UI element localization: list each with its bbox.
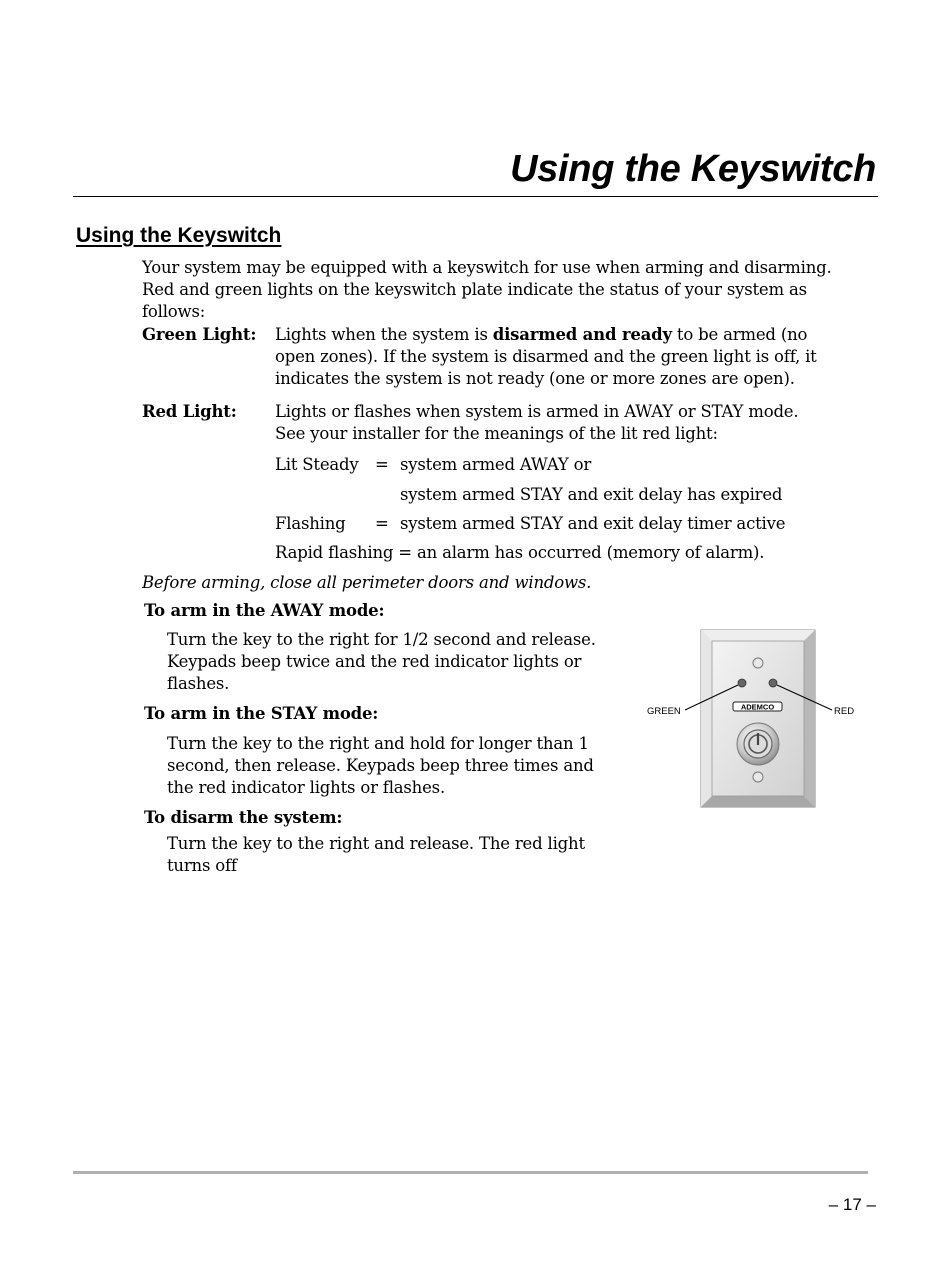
red-led-icon xyxy=(769,679,777,687)
red-light-label: Red Light: xyxy=(142,402,237,421)
green-light-line: indicates the system is not ready (one or more zones are open). xyxy=(275,369,795,388)
key-cylinder-icon xyxy=(737,723,779,765)
green-light-line xyxy=(275,324,817,346)
away-mode-line: flashes. xyxy=(167,674,230,693)
intro-line: Red and green lights on the keyswitch plate indicate the status of your system as xyxy=(142,280,807,299)
away-mode-heading: To arm in the AWAY mode: xyxy=(144,601,385,620)
green-led-label: GREEN xyxy=(647,706,681,717)
page-title: Using the Keyswitch xyxy=(510,148,876,190)
green-light-label: Green Light: xyxy=(142,325,257,344)
green-led-icon xyxy=(738,679,746,687)
away-mode-line: Keypads beep twice and the red indicator lights or xyxy=(167,652,582,671)
green-light-text: to be armed (no xyxy=(671,325,808,344)
stay-mode-line: second, then release. Keypads beep three times and xyxy=(167,756,594,775)
keyswitch-illustration xyxy=(640,625,870,815)
red-led-label: RED xyxy=(834,706,855,717)
lit-steady-meaning: system armed AWAY or xyxy=(400,455,592,474)
brand-text: ADEMCO xyxy=(740,702,775,712)
rapid-flashing-meaning: Rapid flashing = an alarm has occurred (memory of alarm). xyxy=(275,543,765,562)
green-light-description xyxy=(275,324,817,390)
intro-line: follows: xyxy=(142,302,206,321)
lit-steady-label: Lit Steady xyxy=(275,455,359,474)
away-mode-line: Turn the key to the right for 1/2 second and release. xyxy=(167,630,596,649)
green-light-emphasis: disarmed and ready xyxy=(492,325,672,344)
green-light-text: Lights when the system is xyxy=(275,325,493,344)
intro-line: Your system may be equipped with a keyswitch for use when arming and disarming. xyxy=(142,258,832,277)
top-screw-icon xyxy=(753,658,763,668)
flashing-meaning: system armed STAY and exit delay timer active xyxy=(400,514,786,533)
lit-steady-equals: = xyxy=(375,455,389,474)
disarm-line: turns off xyxy=(167,856,237,875)
footer-rule xyxy=(73,1171,868,1174)
red-light-line: See your installer for the meanings of the lit red light: xyxy=(275,424,718,443)
stay-mode-line: the red indicator lights or flashes. xyxy=(167,778,445,797)
page-number: – 17 – xyxy=(828,1195,876,1214)
title-rule xyxy=(73,196,878,197)
disarm-heading: To disarm the system: xyxy=(144,808,343,827)
flashing-label: Flashing xyxy=(275,514,346,533)
disarm-line: Turn the key to the right and release. The red light xyxy=(167,834,585,853)
section-heading: Using the Keyswitch xyxy=(76,224,282,247)
stay-mode-heading: To arm in the STAY mode: xyxy=(144,704,379,723)
bottom-screw-icon xyxy=(753,772,763,782)
stay-mode-instructions xyxy=(167,733,594,799)
red-light-description xyxy=(275,401,798,445)
lit-steady-meaning: system armed STAY and exit delay has expired xyxy=(400,485,783,504)
before-arming-note: Before arming, close all perimeter doors and windows. xyxy=(142,573,592,592)
away-mode-instructions xyxy=(167,629,596,695)
disarm-instructions xyxy=(167,833,585,877)
green-light-line: open zones). If the system is disarmed and the green light is off, it xyxy=(275,347,817,366)
stay-mode-line: Turn the key to the right and hold for longer than 1 xyxy=(167,734,589,753)
intro-paragraph xyxy=(142,257,832,323)
flashing-equals: = xyxy=(375,514,389,533)
red-light-line: Lights or flashes when system is armed in AWAY or STAY mode. xyxy=(275,402,799,421)
